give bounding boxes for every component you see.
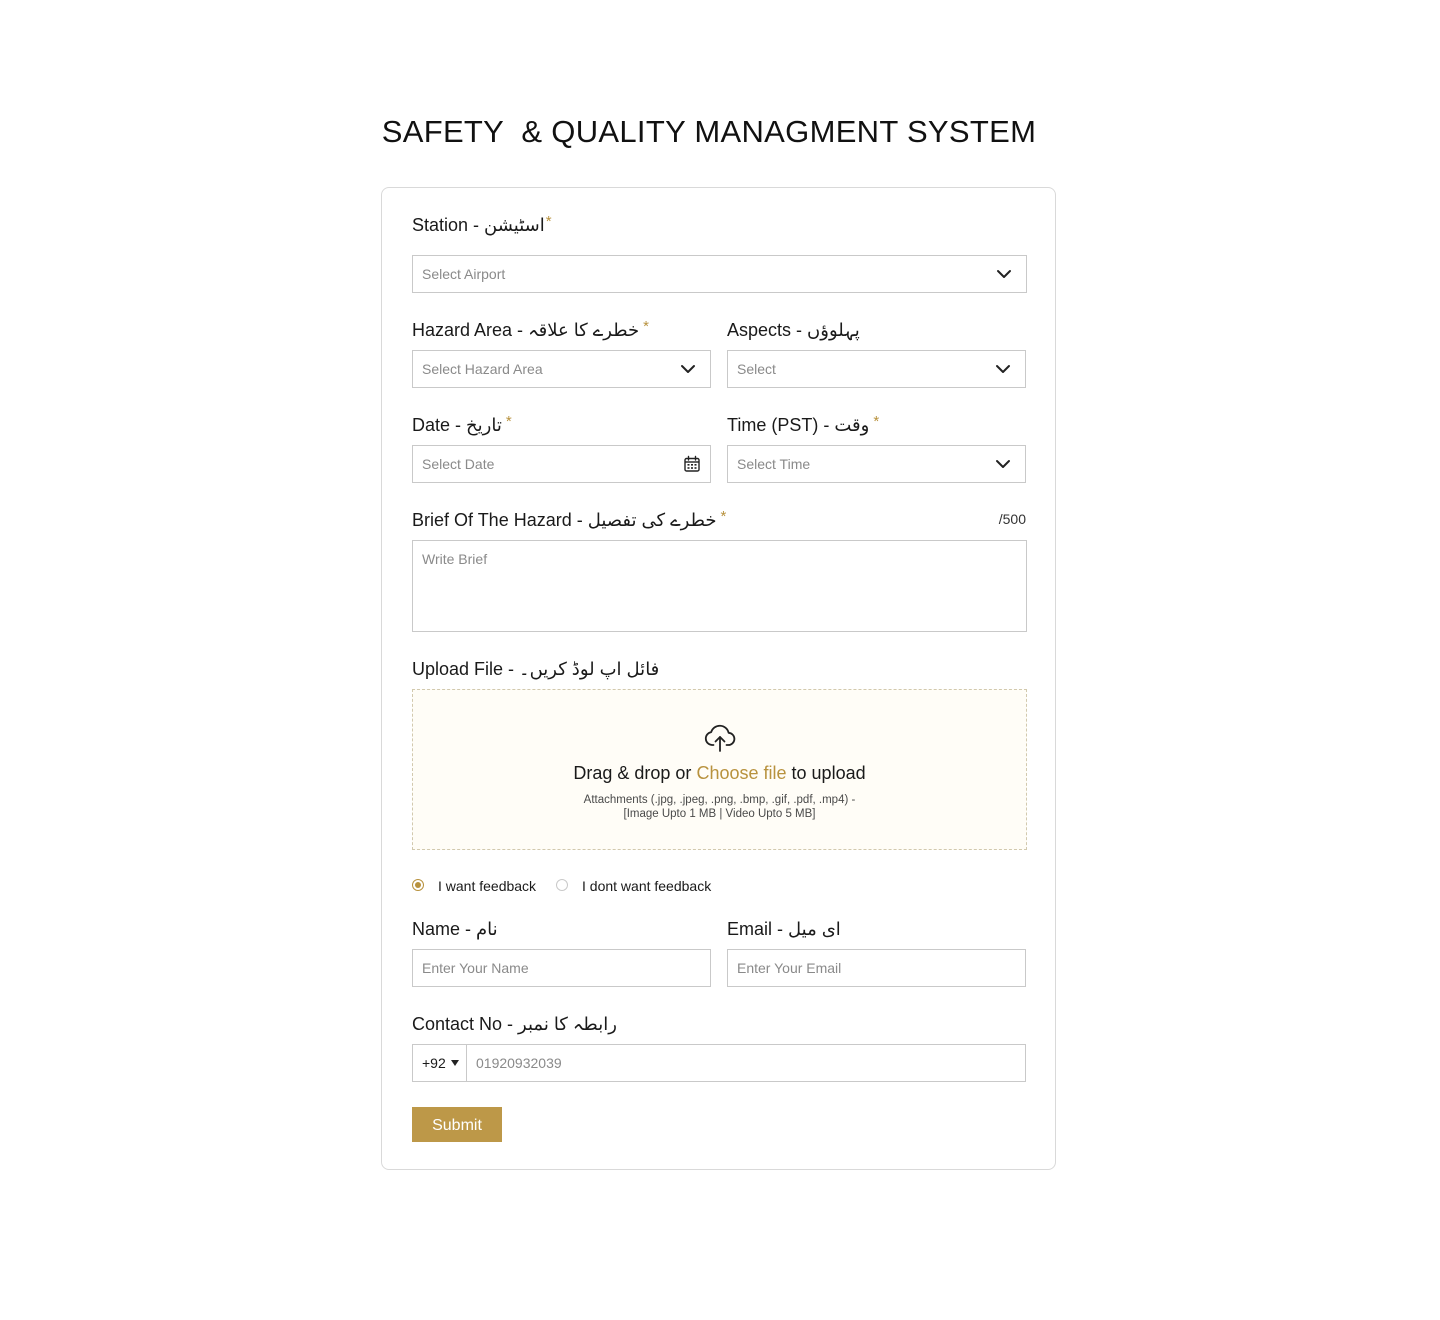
hazard-area-select[interactable] [412, 350, 711, 388]
character-counter: /500 [998, 511, 1026, 527]
time-label [727, 414, 879, 436]
required-asterisk: * [505, 413, 512, 430]
hazard-report-form [381, 187, 1056, 1170]
radio-label: I dont want feedback [582, 878, 712, 894]
chevron-down-icon [680, 361, 696, 377]
required-asterisk: * [545, 213, 552, 230]
chevron-down-icon [995, 361, 1011, 377]
radio-unselected-indicator[interactable] [556, 879, 568, 891]
upload-hint [413, 793, 1026, 821]
upload-label [412, 658, 659, 680]
station-select[interactable] [412, 255, 1027, 293]
drag-drop-text: Drag & drop or [573, 763, 692, 783]
upload-label-text: Upload File - فائل اپ لوڈ کریں۔ [412, 659, 660, 679]
contact-input-group [412, 1044, 1026, 1082]
station-label [412, 214, 552, 236]
hazard-area-placeholder: Select Hazard Area [422, 361, 543, 377]
choose-file-link[interactable]: Choose file [696, 763, 787, 783]
contact-label-text: Contact No - رابطہ کا نمبر [412, 1014, 617, 1034]
calendar-icon[interactable] [683, 455, 701, 473]
cloud-upload-icon [703, 721, 737, 755]
country-code-value: +92 [422, 1055, 446, 1071]
required-asterisk: * [873, 413, 880, 430]
name-input[interactable] [412, 949, 711, 987]
required-asterisk: * [720, 508, 727, 525]
phone-number-input[interactable]: 01920932039 [476, 1055, 562, 1071]
station-placeholder: Select Airport [422, 266, 506, 282]
email-label-text: Email - ای میل [727, 919, 841, 939]
aspects-select[interactable] [727, 350, 1026, 388]
aspects-placeholder: Select [737, 361, 776, 377]
chevron-down-icon [995, 456, 1011, 472]
date-label-text: Date - تاریخ [412, 415, 502, 435]
aspects-label [727, 319, 860, 341]
submit-button[interactable]: Submit [412, 1107, 502, 1142]
time-select[interactable] [727, 445, 1026, 483]
upload-hint-formats: Attachments (.jpg, .jpeg, .png, .bmp, .gif, .pdf, .mp4) - [583, 794, 856, 806]
caret-down-icon [451, 1060, 459, 1066]
time-label-text: Time (PST) - وقت [727, 415, 870, 435]
hazard-area-label-text: Hazard Area - خطرے کا علاقہ [412, 320, 640, 340]
to-upload-text: to upload [791, 763, 866, 783]
email-placeholder: Enter Your Email [737, 960, 842, 976]
file-dropzone[interactable] [412, 689, 1027, 850]
hazard-area-label [412, 319, 649, 341]
station-label-text: Station - اسٹیشن [412, 215, 545, 235]
name-placeholder: Enter Your Name [422, 960, 529, 976]
brief-label [412, 509, 726, 531]
date-picker[interactable] [412, 445, 711, 483]
page-title: SAFETY & QUALITY MANAGMENT SYSTEM [381, 114, 1037, 149]
country-code-select[interactable] [413, 1045, 467, 1081]
contact-label [412, 1013, 617, 1035]
radio-label: I want feedback [438, 878, 537, 894]
name-label [412, 918, 498, 940]
dropzone-text [413, 763, 1026, 784]
aspects-label-text: Aspects - پہلوؤں [727, 320, 860, 340]
chevron-down-icon [996, 266, 1012, 282]
date-placeholder: Select Date [422, 456, 495, 472]
time-placeholder: Select Time [737, 456, 811, 472]
required-asterisk: * [643, 318, 649, 335]
name-label-text: Name - نام [412, 919, 498, 939]
upload-hint-limits: [Image Upto 1 MB | Video Upto 5 MB] [623, 808, 816, 820]
radio-selected-indicator[interactable] [412, 879, 424, 891]
email-input[interactable] [727, 949, 1026, 987]
brief-textarea[interactable] [412, 540, 1027, 632]
email-label [727, 918, 841, 940]
brief-label-text: Brief Of The Hazard - خطرے کی تفصیل [412, 510, 717, 530]
date-label [412, 414, 512, 436]
